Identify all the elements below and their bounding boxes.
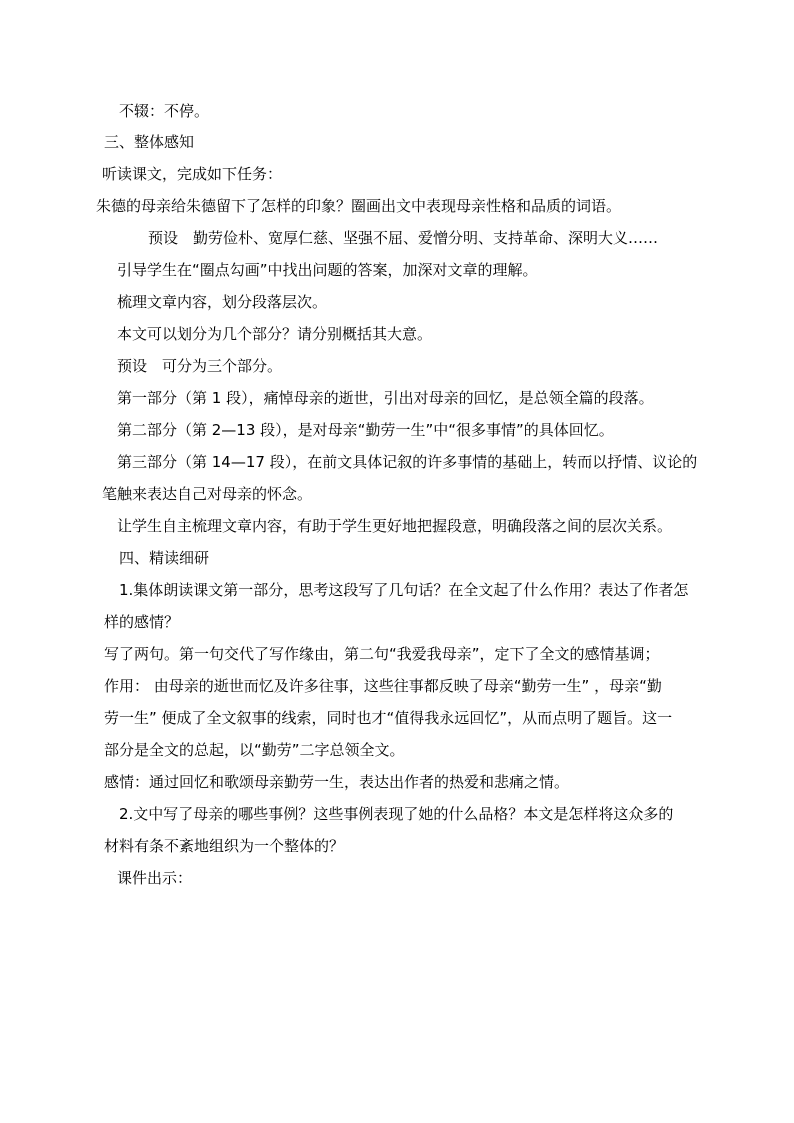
text-line: 笔触来表达自己对母亲的怀念。 — [102, 485, 313, 503]
text-line: 本文可以划分为几个部分？请分别概括其大意。 — [117, 325, 433, 343]
text-line: 1.集体朗读课文第一部分，思考这段写了几句话？在全文起了什么作用？表达了作者怎 — [119, 581, 689, 599]
text-line: 朱德的母亲给朱德留下了怎样的印象？圈画出文中表现母亲性格和品质的词语。 — [96, 197, 622, 215]
text-line: 预设 勤劳俭朴、宽厚仁慈、坚强不屈、爱憎分明、支持革命、深明大义…… — [148, 229, 659, 247]
text-line: 第一部分（第 1 段），痛悼母亲的逝世，引出对母亲的回忆，是总领全篇的段落。 — [117, 389, 654, 407]
text-line: 劳一生” 便成了全文叙事的线索，同时也才“值得我永远回忆”，从而点明了题旨。这一 — [104, 709, 673, 727]
text-line: 部分是全文的总起，以“勤劳”二字总领全文。 — [104, 741, 405, 759]
text-line: 第三部分（第 14—17 段），在前文具体记叙的许多事情的基础上，转而以抒情、议论的 — [117, 453, 698, 471]
text-line: 写了两句。第一句交代了写作缘由，第二句“我爱我母亲”，定下了全文的感情基调； — [104, 645, 660, 663]
text-line: 2.文中写了母亲的哪些事例？这些事例表现了她的什么品格？本文是怎样将这众多的 — [119, 805, 674, 823]
text-line: 不辍：不停。 — [119, 102, 210, 120]
text-line: 引导学生在“圈点勾画”中找出问题的答案，加深对文章的理解。 — [117, 261, 538, 279]
text-line: 预设 可分为三个部分。 — [117, 357, 283, 375]
text-line: 作用： 由母亲的逝世而忆及许多往事，这些往事都反映了母亲“勤劳一生” ，母亲“勤 — [104, 677, 662, 695]
text-line: 听读课文，完成如下任务： — [102, 165, 283, 183]
text-line: 课件出示： — [117, 869, 193, 887]
text-line: 梳理文章内容，划分段落层次。 — [117, 293, 328, 311]
text-line: 让学生自主梳理文章内容，有助于学生更好地把握段意，明确段落之间的层次关系。 — [117, 517, 673, 535]
text-line: 第二部分（第 2—13 段），是对母亲“勤劳一生”中“很多事情”的具体回忆。 — [117, 421, 614, 439]
text-line: 样的感情？ — [104, 613, 180, 631]
text-line: 材料有条不紊地组织为一个整体的？ — [104, 837, 345, 855]
text-line: 感情：通过回忆和歌颂母亲勤劳一生，表达出作者的热爱和悲痛之情。 — [104, 773, 570, 791]
section-heading: 三、整体感知 — [104, 133, 195, 151]
section-heading: 四、精读细研 — [119, 549, 210, 567]
